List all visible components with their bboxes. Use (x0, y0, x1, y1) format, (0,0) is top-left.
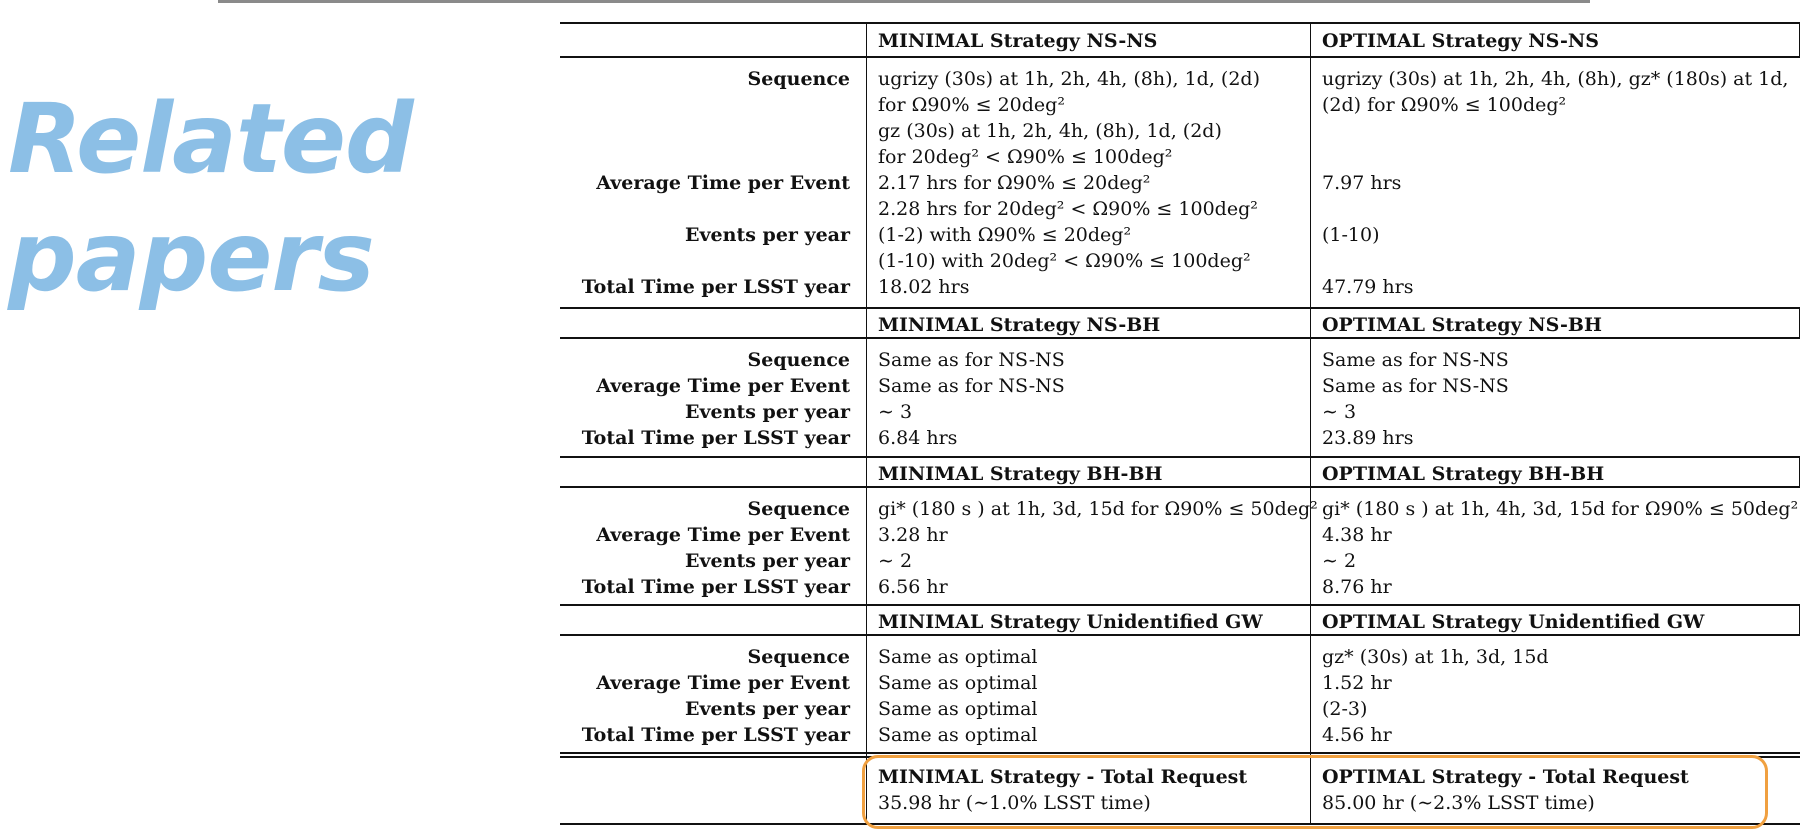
title-line-2: papers (8, 201, 374, 313)
table-rule (560, 337, 1800, 339)
title-line-1: Related (8, 83, 413, 195)
row-label-avg-time: Average Time per Event (596, 672, 850, 694)
total-optimal-value: 85.00 hr (∼2.3% LSST time) (1322, 792, 1595, 814)
table-rule (560, 307, 1800, 309)
cell-value: 2.17 hrs for Ω90% ≤ 20deg² (878, 172, 1151, 194)
cell-value: ugrizy (30s) at 1h, 2h, 4h, (8h), gz* (180s) at 1d, (1322, 68, 1789, 90)
cell-value: Same as for NS-NS (878, 349, 1065, 371)
row-label-avg-time: Average Time per Event (596, 172, 850, 194)
cell-value: 47.79 hrs (1322, 276, 1414, 298)
cell-value: Same as optimal (878, 724, 1038, 746)
row-label-total-time: Total Time per LSST year (581, 427, 850, 449)
top-divider (218, 0, 1590, 3)
table-rule (560, 22, 1800, 24)
cell-value: 18.02 hrs (878, 276, 970, 298)
column-divider (1799, 307, 1800, 337)
cell-value: (2d) for Ω90% ≤ 100deg² (1322, 94, 1567, 116)
table-rule (560, 456, 1800, 458)
row-label-events: Events per year (685, 698, 850, 720)
table-rule (560, 752, 1800, 754)
cell-value: (1-10) with 20deg² < Ω90% ≤ 100deg² (878, 250, 1251, 272)
cell-value: 3.28 hr (878, 524, 948, 546)
cell-value: Same as for NS-NS (1322, 375, 1509, 397)
row-label-events: Events per year (685, 224, 850, 246)
column-divider (1799, 22, 1800, 56)
cell-value: Same as optimal (878, 698, 1038, 720)
cell-value: (1-10) (1322, 224, 1380, 246)
total-request-highlight (862, 755, 1768, 829)
cell-value: 23.89 hrs (1322, 427, 1414, 449)
row-label-events: Events per year (685, 401, 850, 423)
cell-value: 6.56 hr (878, 576, 948, 598)
cell-value: 2.28 hrs for 20deg² < Ω90% ≤ 100deg² (878, 198, 1258, 220)
header-optimal-ns-ns: OPTIMAL Strategy NS-NS (1322, 30, 1599, 52)
row-label-total-time: Total Time per LSST year (581, 724, 850, 746)
cell-value: Same as optimal (878, 672, 1038, 694)
column-divider (866, 22, 867, 823)
cell-value: Same as optimal (878, 646, 1038, 668)
header-minimal-ns-bh: MINIMAL Strategy NS-BH (878, 314, 1161, 336)
table-rule (560, 604, 1800, 606)
header-minimal-ns-ns: MINIMAL Strategy NS-NS (878, 30, 1158, 52)
cell-value: 6.84 hrs (878, 427, 958, 449)
cell-value: Same as for NS-NS (1322, 349, 1509, 371)
row-label-sequence: Sequence (747, 349, 850, 371)
cell-value: 1.52 hr (1322, 672, 1392, 694)
cell-value: 7.97 hrs (1322, 172, 1402, 194)
header-minimal-total: MINIMAL Strategy - Total Request (878, 766, 1248, 788)
cell-value: gz (30s) at 1h, 2h, 4h, (8h), 1d, (2d) (878, 120, 1222, 142)
header-optimal-unidentified-gw: OPTIMAL Strategy Unidentified GW (1322, 611, 1705, 633)
cell-value: Same as for NS-NS (878, 375, 1065, 397)
cell-value: ∼ 2 (878, 550, 913, 572)
cell-value: (1-2) with Ω90% ≤ 20deg² (878, 224, 1132, 246)
table-rule (560, 486, 1800, 488)
row-label-avg-time: Average Time per Event (596, 524, 850, 546)
row-label-events: Events per year (685, 550, 850, 572)
header-optimal-bh-bh: OPTIMAL Strategy BH-BH (1322, 463, 1605, 485)
header-optimal-total: OPTIMAL Strategy - Total Request (1322, 766, 1689, 788)
header-optimal-ns-bh: OPTIMAL Strategy NS-BH (1322, 314, 1602, 336)
column-divider (1799, 604, 1800, 634)
cell-value: ∼ 3 (878, 401, 913, 423)
header-minimal-bh-bh: MINIMAL Strategy BH-BH (878, 463, 1163, 485)
cell-value: ugrizy (30s) at 1h, 2h, 4h, (8h), 1d, (2d) (878, 68, 1260, 90)
header-minimal-unidentified-gw: MINIMAL Strategy Unidentified GW (878, 611, 1263, 633)
row-label-sequence: Sequence (747, 646, 850, 668)
cell-value: 4.56 hr (1322, 724, 1392, 746)
row-label-sequence: Sequence (747, 498, 850, 520)
slide-title (8, 80, 413, 316)
cell-value: gz* (30s) at 1h, 3d, 15d (1322, 646, 1549, 668)
row-label-sequence: Sequence (747, 68, 850, 90)
cell-value: gi* (180 s ) at 1h, 4h, 3d, 15d for Ω90% ≤ 50deg² (1322, 498, 1799, 520)
cell-value: for Ω90% ≤ 20deg² (878, 94, 1065, 116)
total-minimal-value: 35.98 hr (∼1.0% LSST time) (878, 792, 1151, 814)
cell-value: 8.76 hr (1322, 576, 1392, 598)
row-label-total-time: Total Time per LSST year (581, 276, 850, 298)
table-rule (560, 56, 1800, 58)
cell-value: 4.38 hr (1322, 524, 1392, 546)
column-divider (1799, 456, 1800, 486)
row-label-total-time: Total Time per LSST year (581, 576, 850, 598)
cell-value: (2-3) (1322, 698, 1368, 720)
column-divider (1310, 22, 1311, 823)
cell-value: ∼ 2 (1322, 550, 1357, 572)
cell-value: for 20deg² < Ω90% ≤ 100deg² (878, 146, 1173, 168)
cell-value: ∼ 3 (1322, 401, 1357, 423)
cell-value: gi* (180 s ) at 1h, 3d, 15d for Ω90% ≤ 50deg² (878, 498, 1318, 520)
row-label-avg-time: Average Time per Event (596, 375, 850, 397)
